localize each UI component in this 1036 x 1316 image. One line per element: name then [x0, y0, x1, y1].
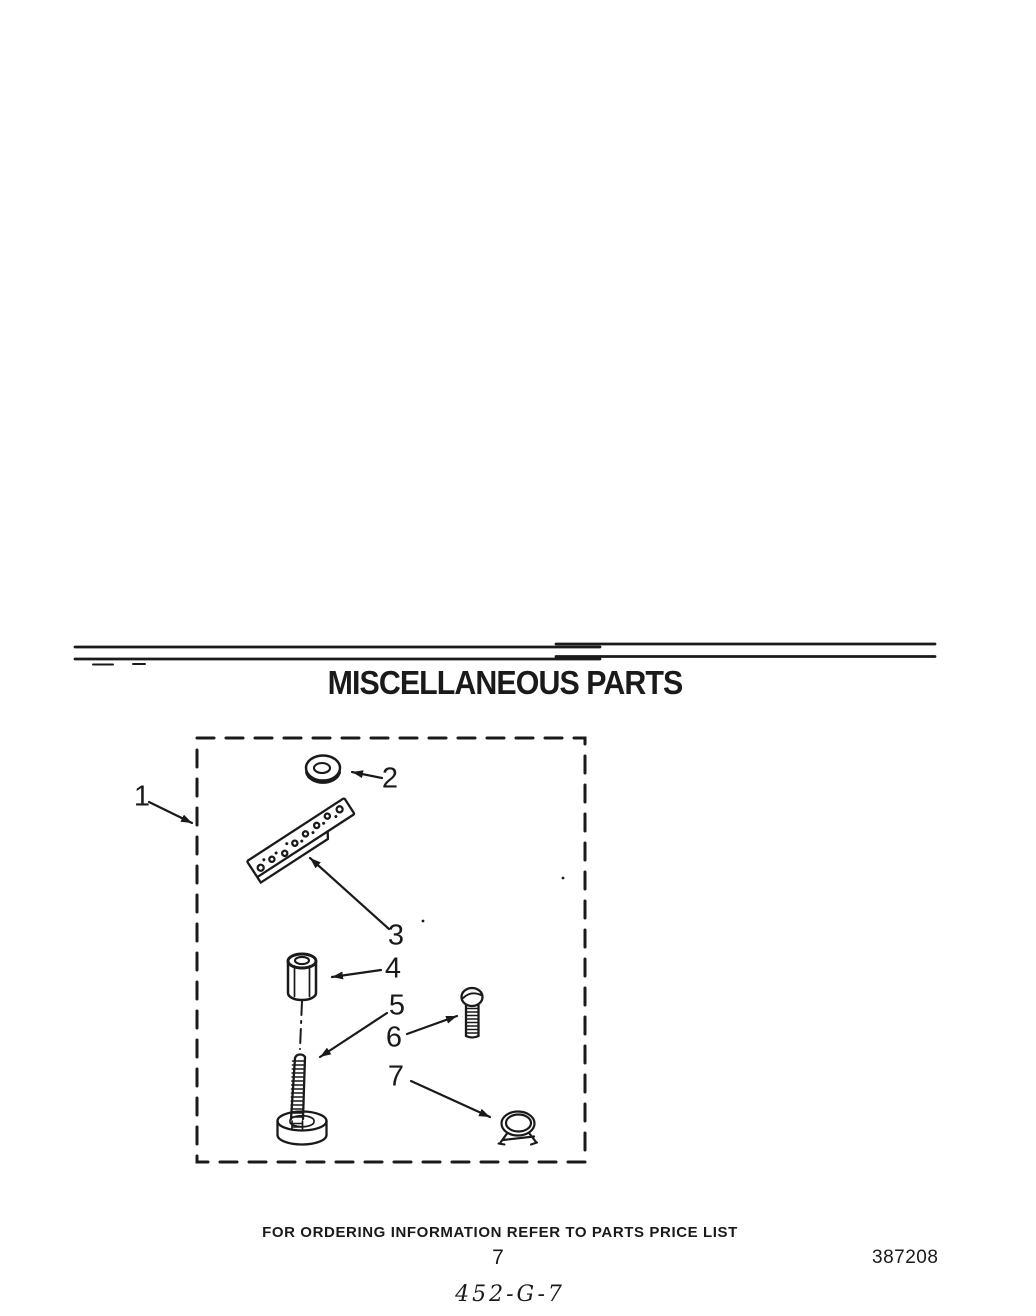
document-number: 387208: [872, 1247, 939, 1268]
leveling-leg-icon: [278, 1055, 327, 1145]
ordering-note: FOR ORDERING INFORMATION REFER TO PARTS PRICE LIST: [262, 1224, 738, 1241]
screw-icon: [462, 988, 483, 1038]
callout-arrow-1: [149, 802, 192, 823]
scan-specks: [422, 877, 565, 923]
washer-icon: [306, 756, 340, 783]
callout-label-4: 4: [384, 952, 402, 985]
callout-arrow-6: [407, 1016, 457, 1034]
page-number: 7: [492, 1246, 504, 1269]
double-rule: [75, 644, 935, 665]
callout-label-3: 3: [387, 919, 405, 952]
callout-label-2: 2: [381, 762, 399, 795]
callout-arrow-3: [310, 858, 389, 929]
callout-label-1: 1: [133, 780, 151, 813]
plate-code: 452-G-7: [455, 1282, 565, 1307]
callout-arrow-2: [352, 772, 382, 778]
perforated-strap-icon: [247, 798, 358, 883]
center-axis-line: [300, 1001, 302, 1049]
hose-clamp-icon: [499, 1112, 538, 1145]
callout-label-7: 7: [387, 1060, 405, 1093]
callout-label-5: 5: [388, 989, 406, 1022]
callout-arrow-7: [411, 1081, 490, 1117]
callout-arrow-4: [332, 970, 381, 977]
hex-spacer-icon: [288, 954, 316, 1000]
callout-arrow-5: [320, 1013, 387, 1057]
section-title: MISCELLANEOUS PARTS: [327, 664, 683, 701]
callout-label-6: 6: [385, 1021, 403, 1054]
